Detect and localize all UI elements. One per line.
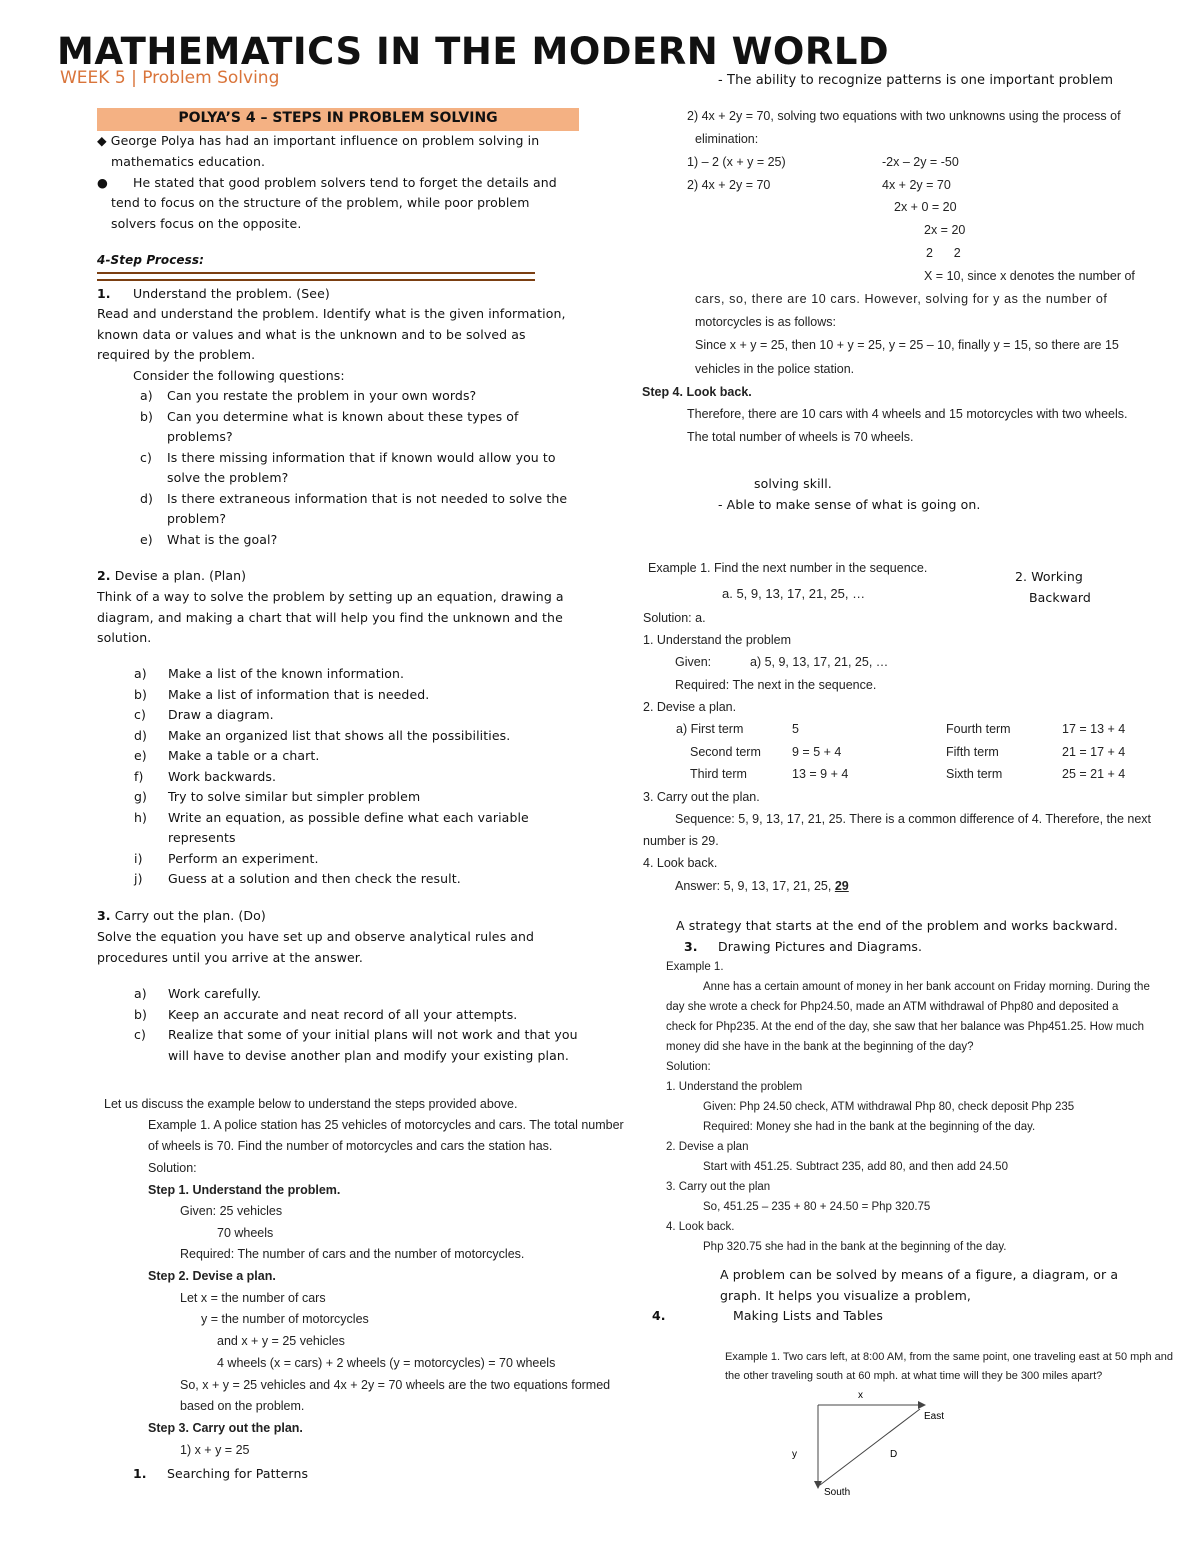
question-item: Can you determine what is known about these types of	[167, 408, 519, 424]
carry-item: Realize that some of your initial plans will not work and that you	[168, 1027, 578, 1042]
seq-devise: 2. Devise a plan.	[643, 700, 737, 714]
anne-problem-line: day she wrote a check for Php24.50, made an ATM withdrawal of Php80 and deposited a	[666, 1001, 1119, 1013]
equation-1: 1) x + y = 25	[180, 1443, 250, 1457]
plan-item: Make a list of information that is needed.	[168, 686, 430, 702]
figure-description-cont: graph. It helps you visualize a problem,	[720, 1288, 972, 1303]
carry-item: Work carefully.	[168, 986, 262, 1001]
plan-item-marker: h)	[134, 809, 147, 825]
anne-problem-line: money did she have in the bank at the beginning of the day?	[666, 1041, 974, 1053]
carry-item-marker: c)	[134, 1027, 146, 1042]
term-value: 17 = 13 + 4	[1062, 722, 1126, 736]
anne-problem-line: Anne has a certain amount of money in her bank account on Friday morning. During the	[703, 981, 1150, 993]
term-name: a) First term	[676, 722, 744, 736]
bullet-2-icon: ●	[97, 175, 109, 190]
seq-required: Required: The next in the sequence.	[675, 678, 877, 692]
question-item: Is there missing information that if known would allow you to	[167, 449, 556, 465]
question-item: problem?	[167, 511, 227, 526]
anne-devise: 2. Devise a plan	[666, 1141, 749, 1153]
drawing-number: 3.	[684, 939, 698, 954]
plan-item-marker: b)	[134, 686, 148, 702]
divider-line	[97, 272, 535, 274]
plan-item-marker: d)	[134, 727, 148, 743]
eq-right-2: 4x + 2y = 70	[882, 178, 951, 192]
east-arrow-icon	[918, 1401, 926, 1409]
eq-right-5: 2 2	[926, 246, 961, 260]
week-subtitle: WEEK 5 | Problem Solving	[60, 68, 280, 88]
step3-desc-line: Solve the equation you have set up and observe analytical rules and	[97, 929, 535, 944]
term-name: Fifth term	[946, 744, 999, 759]
process-heading: 4-Step Process:	[97, 253, 205, 267]
anne-lookback: 4. Look back.	[666, 1221, 735, 1233]
seq-lookback: 4. Look back.	[643, 856, 718, 870]
plan-item: Make a list of the known information.	[168, 666, 405, 681]
question-item-marker: c)	[140, 449, 152, 465]
step2-title: 2. Devise a plan. (Plan)	[97, 568, 247, 583]
anne-required: Required: Money she had in the bank at the beginning of the day.	[703, 1121, 1036, 1133]
sequence-values: a. 5, 9, 13, 17, 21, 25, …	[722, 586, 866, 601]
distance-line	[820, 1409, 920, 1485]
anne-understand: 1. Understand the problem	[666, 1081, 803, 1093]
term-value: 25 = 21 + 4	[1062, 767, 1126, 781]
solving-skill-text: solving skill.	[754, 476, 832, 491]
anne-result: Php 320.75 she had in the bank at the beginning of the day.	[703, 1241, 1007, 1253]
seq-carry: 3. Carry out the plan.	[643, 790, 760, 804]
carry-item: Keep an accurate and neat record of all your attempts.	[168, 1006, 518, 1022]
seq-solution-label: Solution: a.	[643, 611, 706, 625]
question-item-marker: e)	[140, 531, 153, 547]
let-x: Let x = the number of cars	[180, 1291, 326, 1305]
cars-text: cars, so, there are 10 cars. However, solving for y as the number of	[695, 292, 1108, 306]
plan-item-marker: j)	[134, 871, 143, 886]
term-name: Fourth term	[946, 722, 1011, 736]
given-wheels: 70 wheels	[217, 1226, 274, 1240]
bullet-1: ◆ George Polya has had an important influence on problem solving in	[97, 133, 540, 148]
step1-title: Understand the problem. (See)	[133, 286, 330, 301]
bullet-2-cont: solvers focus on the opposite.	[111, 216, 302, 231]
carry-item-marker: a)	[134, 986, 147, 1001]
south-label: South	[824, 1487, 851, 1498]
cars-example: Example 1. Two cars left, at 8:00 AM, from the same point, one traveling east at 50 mph and	[725, 1351, 1173, 1363]
example-problem: Example 1. A police station has 25 vehicles of motorcycles and cars. The total number	[148, 1118, 624, 1132]
eq-left-2: 2) 4x + 2y = 70	[687, 178, 771, 192]
working-backward-title-cont: Backward	[1029, 590, 1091, 605]
step1-desc-line: Read and understand the problem. Identify what is the given information,	[97, 306, 566, 321]
bullet-2-cont: tend to focus on the structure of the problem, while poor problem	[111, 195, 530, 210]
eq-left-1: 1) – 2 (x + y = 25)	[687, 155, 786, 169]
seq-given-value: a) 5, 9, 13, 17, 21, 25, …	[750, 655, 889, 669]
sense-text: - Able to make sense of what is going on.	[718, 497, 981, 512]
seq-answer: Answer: 5, 9, 13, 17, 21, 25, 29	[675, 879, 849, 893]
term-value: 9 = 5 + 4	[792, 744, 842, 759]
seq-understand: 1. Understand the problem	[643, 633, 792, 647]
solution-label: Solution:	[148, 1161, 197, 1175]
plan-item-marker: a)	[134, 666, 147, 681]
wheels-equation: 4 wheels (x = cars) + 2 wheels (y = motorcycles) = 70 wheels	[217, 1356, 556, 1370]
plan-item: Guess at a solution and then check the result.	[168, 871, 461, 886]
elimination-text: 2) 4x + 2y = 70, solving two equations with two unknowns using the process of	[687, 109, 1121, 123]
question-item: problems?	[167, 429, 233, 444]
seq-given-label: Given:	[675, 655, 712, 669]
eq-right-4: 2x = 20	[924, 223, 966, 237]
bullet-icon: ◆	[97, 133, 111, 148]
term-value: 5	[792, 722, 799, 736]
drawing-title: Drawing Pictures and Diagrams.	[718, 939, 923, 954]
example-step3-title: Step 3. Carry out the plan.	[148, 1421, 303, 1435]
example-step2-title: Step 2. Devise a plan.	[148, 1269, 276, 1283]
plan-item: Try to solve similar but simpler problem	[168, 789, 421, 804]
cars-text-cont: motorcycles is as follows:	[695, 315, 837, 329]
since-text: Since x + y = 25, then 10 + y = 25, y = 25 – 10, finally y = 15, so there are 15	[695, 338, 1119, 352]
step1-number: 1.	[97, 286, 111, 301]
working-backward-title: 2. Working	[1015, 569, 1083, 584]
east-label: East	[924, 1411, 945, 1422]
anne-plan: Start with 451.25. Subtract 235, add 80, and then add 24.50	[703, 1161, 1008, 1173]
step3-desc-line: procedures until you arrive at the answer.	[97, 950, 363, 965]
cars-example-cont: the other traveling south at 60 mph. at what time will they be 300 miles apart?	[725, 1370, 1103, 1382]
plan-item-marker: f)	[134, 768, 144, 784]
elimination-text-cont: elimination:	[695, 132, 759, 146]
question-item-marker: a)	[140, 388, 153, 403]
bullet-2: He stated that good problem solvers tend to forget the details and	[133, 175, 557, 190]
answer-value: 29	[834, 879, 849, 893]
plan-item-marker: c)	[134, 707, 146, 722]
term-name: Sixth term	[946, 767, 1003, 781]
anne-carry: 3. Carry out the plan	[666, 1181, 771, 1193]
plan-item: represents	[168, 830, 236, 845]
carry-item: will have to devise another plan and modify your existing plan.	[168, 1047, 569, 1063]
question-item: What is the goal?	[167, 531, 278, 547]
therefore-text: Therefore, there are 10 cars with 4 wheels and 15 motorcycles with two wheels.	[687, 407, 1128, 421]
plan-item: Make a table or a chart.	[168, 748, 320, 763]
so-text: So, x + y = 25 vehicles and 4x + 2y = 70 wheels are the two equations formed	[180, 1378, 611, 1392]
seq-sequence-line: Sequence: 5, 9, 13, 17, 21, 25. There is a common difference of 4. Therefore, the next	[675, 812, 1151, 826]
step2-desc-line: diagram, and making a chart that will help you find the unknown and the	[97, 609, 563, 625]
anne-computation: So, 451.25 – 235 + 80 + 24.50 = Php 320.75	[703, 1201, 931, 1213]
drawing-example-label: Example 1.	[666, 961, 724, 973]
anne-problem-line: check for Php235. At the end of the day, she saw that her balance was Php451.25. How much	[666, 1021, 1144, 1033]
so-text-cont: based on the problem.	[180, 1399, 305, 1413]
since-text-cont: vehicles in the police station.	[695, 362, 855, 376]
example-problem-cont: of wheels is 70. Find the number of motorcycles and cars the station has.	[148, 1139, 553, 1153]
eq-right-1: -2x – 2y = -50	[882, 155, 959, 169]
lists-number: 4.	[652, 1308, 666, 1323]
example-intro: Let us discuss the example below to understand the steps provided above.	[104, 1097, 518, 1111]
term-name: Third term	[690, 767, 747, 781]
step3-title: 3. Carry out the plan. (Do)	[97, 908, 266, 923]
top-right-note: - The ability to recognize patterns is one important problem	[718, 73, 1114, 88]
x-label: x	[858, 1390, 863, 1401]
polya-banner-title: POLYA’S 4 – STEPS IN PROBLEM SOLVING	[178, 110, 498, 126]
travel-diagram	[780, 1385, 980, 1505]
consider-label: Consider the following questions:	[133, 368, 345, 383]
plan-item: Draw a diagram.	[168, 707, 274, 722]
lists-title: Making Lists and Tables	[733, 1308, 883, 1323]
document-title: MATHEMATICS IN THE MODERN WORLD	[57, 30, 890, 73]
plan-item-marker: i)	[134, 850, 143, 866]
divider-line	[97, 279, 535, 281]
therefore-text-cont: The total number of wheels is 70 wheels.	[687, 430, 914, 444]
term-name: Second term	[690, 744, 761, 759]
x-result: X = 10, since x denotes the number of	[924, 269, 1135, 283]
seq-sequence-line-cont: number is 29.	[643, 834, 719, 848]
question-item: Is there extraneous information that is not needed to solve the	[167, 490, 568, 506]
bullet-1-cont: mathematics education.	[111, 154, 266, 169]
plan-item: Make an organized list that shows all the possibilities.	[168, 727, 511, 743]
eq-right-3: 2x + 0 = 20	[894, 200, 957, 214]
term-value: 13 = 9 + 4	[792, 767, 849, 781]
question-item: solve the problem?	[167, 470, 289, 485]
step1-desc-line: known data or values and what is the unknown and to be solved as	[97, 326, 526, 342]
figure-description: A problem can be solved by means of a figure, a diagram, or a	[720, 1267, 1119, 1282]
given-vehicles: Given: 25 vehicles	[180, 1204, 283, 1218]
d-label: D	[890, 1449, 898, 1460]
and-equation: and x + y = 25 vehicles	[217, 1334, 345, 1348]
term-value: 21 = 17 + 4	[1062, 744, 1126, 759]
y-label: y	[792, 1449, 797, 1460]
question-item: Can you restate the problem in your own words?	[167, 388, 477, 403]
plan-item-marker: g)	[134, 789, 148, 804]
carry-item-marker: b)	[134, 1006, 148, 1022]
question-item-marker: b)	[140, 408, 154, 424]
step2-desc-line: Think of a way to solve the problem by setting up an equation, drawing a	[97, 589, 564, 604]
plan-item-marker: e)	[134, 748, 147, 763]
step2-desc-line: solution.	[97, 630, 152, 645]
required-text: Required: The number of cars and the number of motorcycles.	[180, 1247, 525, 1261]
step1-desc-line: required by the problem.	[97, 347, 256, 362]
question-item-marker: d)	[140, 490, 154, 506]
anne-given: Given: Php 24.50 check, ATM withdrawal Php 80, check deposit Php 235	[703, 1101, 1075, 1113]
searching-title: Searching for Patterns	[167, 1466, 309, 1481]
plan-item: Write an equation, as possible define what each variable	[168, 809, 529, 825]
step4-title: Step 4. Look back.	[642, 385, 752, 399]
y-definition: y = the number of motorcycles	[201, 1312, 369, 1326]
searching-number: 1.	[133, 1466, 147, 1481]
working-backward-description: A strategy that starts at the end of the problem and works backward.	[676, 918, 1118, 933]
plan-item: Work backwards.	[168, 768, 277, 784]
anne-solution-label: Solution:	[666, 1061, 711, 1073]
example-step1-title: Step 1. Understand the problem.	[148, 1183, 341, 1197]
plan-item: Perform an experiment.	[168, 850, 319, 866]
sequence-example: Example 1. Find the next number in the sequence.	[648, 561, 928, 575]
